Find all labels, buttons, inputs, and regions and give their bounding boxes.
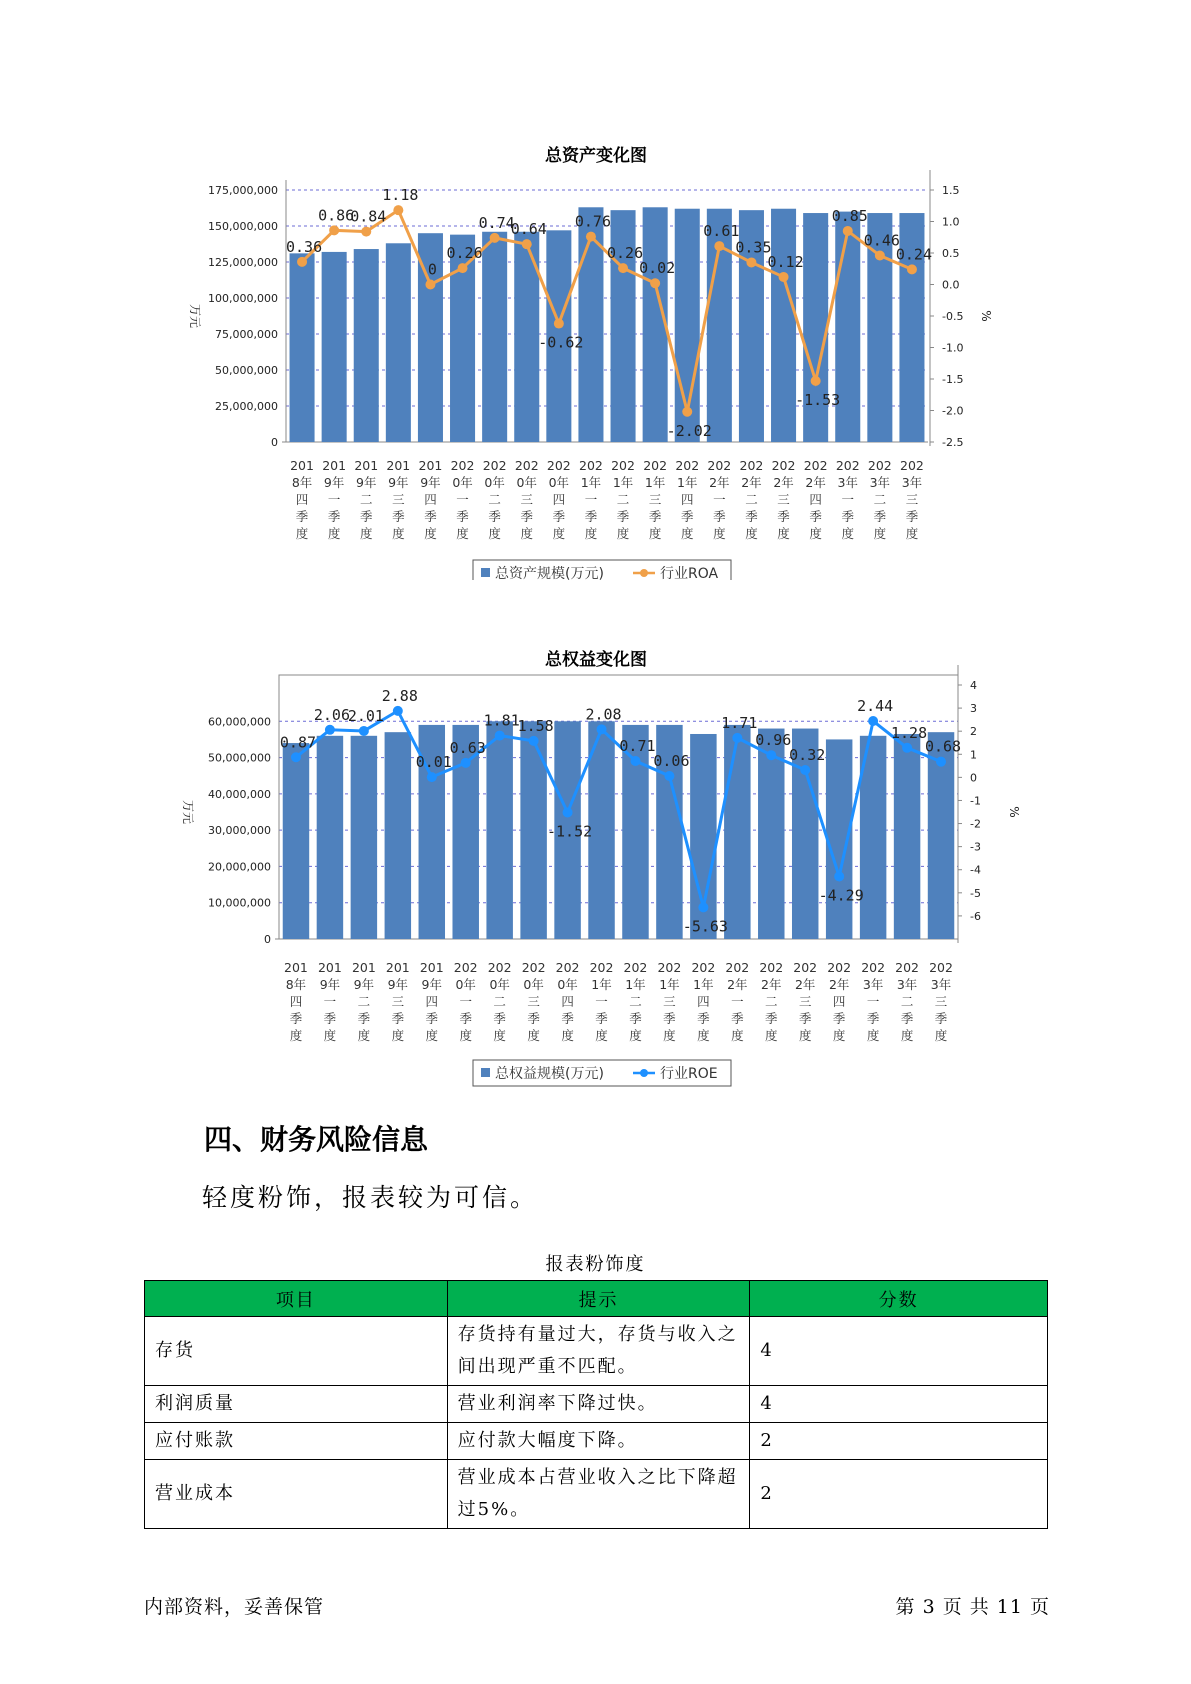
line-point <box>843 226 853 236</box>
legend-line-marker <box>640 1069 648 1077</box>
bar <box>482 232 507 442</box>
footer-note: 内部资料，妥善保管 <box>144 1596 325 1618</box>
y-axis-label: 万元 <box>181 799 195 825</box>
chart-title: 总权益变化图 <box>545 650 647 670</box>
y-tick-label: 60,000,000 <box>208 715 271 729</box>
y-tick-label: 50,000,000 <box>215 364 278 377</box>
line-point <box>325 725 335 735</box>
y-tick-label: 175,000,000 <box>208 184 278 197</box>
y2-tick-label: -1 <box>970 794 981 808</box>
legend-line-label: 行业ROA <box>660 566 719 580</box>
data-label: 0.71 <box>619 736 656 755</box>
data-label: 2.01 <box>347 706 384 725</box>
row-hint: 营业利润率下降过快。 <box>447 1386 750 1423</box>
row-hint: 应付款大幅度下降。 <box>447 1423 750 1460</box>
data-label: -1.53 <box>795 390 841 409</box>
data-label: 2.44 <box>857 697 894 716</box>
data-label: -4.29 <box>818 886 864 905</box>
line-point <box>522 239 532 249</box>
x-tick-label: 202 3年二季度 <box>867 458 892 541</box>
data-label: 1.58 <box>517 716 554 735</box>
y2-tick-label: 2 <box>970 725 977 739</box>
data-label: 0.01 <box>415 753 452 772</box>
y2-tick-label: -4 <box>970 863 981 877</box>
y2-tick-label: -1.5 <box>942 373 964 386</box>
y2-tick-label: 1.0 <box>942 215 960 229</box>
bar <box>724 725 750 939</box>
data-label: 0.74 <box>478 213 515 232</box>
chart-title: 总资产变化图 <box>545 146 647 166</box>
line-point <box>650 278 660 288</box>
line-point <box>427 772 437 782</box>
y2-tick-label: 0 <box>970 771 977 785</box>
line-point <box>779 272 789 282</box>
x-tick-label: 202 1年三季度 <box>657 960 682 1043</box>
row-score: 4 <box>750 1317 1048 1386</box>
legend-bar-swatch <box>481 1068 490 1077</box>
table-row <box>145 1460 1048 1529</box>
y-tick-label: 40,000,000 <box>208 787 271 801</box>
data-label: 2.88 <box>381 686 418 705</box>
data-label: 1.28 <box>891 723 928 742</box>
data-label: 0.96 <box>755 731 792 750</box>
line-point <box>902 743 912 753</box>
row-hint: 存货持有量过大，存货与收入之间出现严重不匹配。 <box>447 1317 750 1386</box>
bar <box>643 207 668 442</box>
y2-tick-label: -6 <box>970 909 981 923</box>
bar <box>290 253 315 442</box>
x-tick-label: 201 9年四季度 <box>419 960 444 1043</box>
line-point <box>393 706 403 716</box>
y-tick-label: 25,000,000 <box>215 400 278 413</box>
line-point <box>868 716 878 726</box>
data-label: 0.61 <box>703 222 740 241</box>
data-label: 0.63 <box>449 738 486 757</box>
bar <box>894 734 920 939</box>
table-row <box>145 1386 1048 1423</box>
data-label: -5.63 <box>682 917 728 936</box>
data-label: 1.71 <box>721 713 758 732</box>
bar <box>520 721 546 939</box>
data-label: 1.81 <box>483 711 520 730</box>
data-label: 0.26 <box>446 244 483 263</box>
x-tick-label: 202 1年一季度 <box>589 960 614 1043</box>
row-item: 营业成本 <box>145 1460 448 1529</box>
table-caption: 报表粉饰度 <box>545 1254 646 1275</box>
x-tick-label: 201 9年四季度 <box>418 458 443 541</box>
line-point <box>297 257 307 267</box>
x-tick-label: 202 2年二季度 <box>759 960 784 1043</box>
data-label: 0.87 <box>279 733 317 752</box>
y2-tick-label: 0.0 <box>942 278 960 292</box>
data-label: 0.64 <box>510 220 547 239</box>
x-tick-label: 202 0年一季度 <box>450 458 475 541</box>
line-point <box>461 758 471 768</box>
y-tick-label: 150,000,000 <box>208 220 278 233</box>
x-tick-label: 202 3年一季度 <box>835 458 860 541</box>
x-tick-label: 202 0年二季度 <box>487 960 512 1043</box>
y-tick-label: 0 <box>264 933 271 946</box>
window-dressing-table <box>144 1280 1048 1529</box>
x-tick-label: 201 9年一季度 <box>322 458 347 541</box>
data-label: 0.85 <box>831 206 868 225</box>
line-point <box>682 407 692 417</box>
y2-axis-label: % <box>1007 806 1021 818</box>
data-label: -2.02 <box>666 421 712 440</box>
row-score: 4 <box>750 1386 1048 1423</box>
bar <box>351 736 377 939</box>
line-point <box>586 232 596 242</box>
bar <box>322 252 347 442</box>
line-point <box>618 263 628 273</box>
x-tick-label: 201 9年二季度 <box>351 960 376 1043</box>
data-label: 0.12 <box>767 252 804 271</box>
legend-line-marker <box>640 569 648 577</box>
line-point <box>664 771 674 781</box>
x-tick-label: 202 2年一季度 <box>725 960 750 1043</box>
y2-tick-label: 1 <box>970 748 977 762</box>
x-tick-label: 202 3年一季度 <box>861 960 886 1043</box>
line-point <box>936 757 946 767</box>
row-hint: 营业成本占营业收入之比下降超过5%。 <box>447 1460 750 1529</box>
data-label: 0.86 <box>318 206 355 225</box>
data-label: 0.32 <box>789 745 826 764</box>
line-point <box>834 871 844 881</box>
y2-tick-label: -2 <box>970 817 981 831</box>
line-point <box>630 756 640 766</box>
table-row <box>145 1317 1048 1386</box>
data-label: 0.36 <box>285 237 323 256</box>
x-tick-label: 202 1年三季度 <box>643 458 668 541</box>
y2-tick-label: 3 <box>970 702 977 716</box>
chart-svg <box>0 640 1191 1090</box>
x-tick-label: 202 2年四季度 <box>803 458 828 541</box>
line-point <box>361 227 371 237</box>
line-point <box>563 807 573 817</box>
data-label: 0.02 <box>639 259 676 278</box>
y-tick-label: 0 <box>271 436 278 449</box>
x-tick-label: 202 2年三季度 <box>771 458 796 541</box>
y2-tick-label: -0.5 <box>942 310 964 323</box>
legend-bar-label: 总资产规模(万元) <box>495 566 604 580</box>
page-number: 第 3 页 共 11 页 <box>895 1596 1050 1618</box>
col-header-hint: 提示 <box>447 1281 750 1317</box>
line-point <box>393 205 403 215</box>
x-tick-label: 202 0年四季度 <box>546 458 571 541</box>
bar <box>486 721 512 939</box>
data-label: 0.06 <box>653 751 690 770</box>
y-axis-label: 万元 <box>188 303 202 329</box>
y2-tick-label: 1.5 <box>942 184 960 197</box>
bar <box>771 209 796 442</box>
line-point <box>291 752 301 762</box>
x-tick-label: 202 1年二季度 <box>623 960 648 1043</box>
bar <box>578 207 603 442</box>
y-tick-label: 30,000,000 <box>208 824 271 838</box>
bar <box>354 249 379 442</box>
x-tick-label: 202 2年三季度 <box>793 960 818 1043</box>
x-tick-label: 202 0年三季度 <box>514 458 539 541</box>
bar <box>317 736 343 939</box>
line-point <box>698 902 708 912</box>
data-label: 1.18 <box>382 186 419 205</box>
data-label: 0.35 <box>735 238 772 257</box>
y-tick-label: 100,000,000 <box>208 292 278 305</box>
line-point <box>425 280 435 290</box>
data-label: 2.06 <box>313 705 350 724</box>
x-tick-label: 201 9年三季度 <box>385 960 410 1043</box>
y2-tick-label: -1.0 <box>942 341 964 355</box>
bar <box>385 732 411 939</box>
x-tick-label: 202 3年三季度 <box>900 458 924 541</box>
data-label: 0.68 <box>924 737 962 756</box>
x-tick-label: 202 2年二季度 <box>739 458 764 541</box>
table-header-row <box>145 1281 1048 1317</box>
line-point <box>554 319 564 329</box>
data-label: 0.26 <box>606 244 644 263</box>
data-label: 2.08 <box>585 705 622 724</box>
legend-line-label: 行业ROE <box>660 1066 718 1082</box>
table-row <box>145 1423 1048 1460</box>
bar <box>283 743 309 939</box>
x-tick-label: 202 0年二季度 <box>482 458 507 541</box>
x-tick-label: 202 2年四季度 <box>827 960 852 1043</box>
data-label: -0.62 <box>538 333 584 352</box>
data-label: 0.84 <box>350 207 387 226</box>
x-tick-label: 201 9年二季度 <box>354 458 379 541</box>
line-point <box>359 726 369 736</box>
section-title: 四、财务风险信息 <box>204 1123 429 1156</box>
line-point <box>597 724 607 734</box>
line-point <box>766 750 776 760</box>
y-tick-label: 125,000,000 <box>208 256 278 269</box>
data-label: 0.24 <box>895 245 933 264</box>
line-point <box>732 733 742 743</box>
row-item: 存货 <box>145 1317 448 1386</box>
total-equity-chart <box>0 640 1191 1090</box>
line-point <box>714 241 724 251</box>
x-tick-label: 201 8年四季度 <box>284 960 308 1043</box>
x-tick-label: 201 8年四季度 <box>290 458 314 541</box>
line-point <box>907 264 917 274</box>
data-label: 0.76 <box>574 212 612 231</box>
col-header-item: 项目 <box>145 1281 448 1317</box>
x-tick-label: 202 3年三季度 <box>929 960 953 1043</box>
legend <box>473 560 731 580</box>
line-point <box>875 251 885 261</box>
y2-tick-label: 4 <box>970 679 977 692</box>
line-point <box>811 376 821 386</box>
total-assets-chart <box>0 140 1191 580</box>
data-label: 0.46 <box>863 231 900 250</box>
chart-svg <box>0 140 1191 580</box>
y-tick-label: 75,000,000 <box>215 328 278 341</box>
x-tick-label: 202 3年二季度 <box>895 960 920 1043</box>
y2-tick-label: -3 <box>970 840 981 854</box>
y-tick-label: 20,000,000 <box>208 860 271 874</box>
row-item: 应付账款 <box>145 1423 448 1460</box>
line-point <box>746 257 756 267</box>
section-lead: 轻度粉饰，报表较为可信。 <box>202 1183 539 1212</box>
x-tick-label: 202 0年四季度 <box>555 960 580 1043</box>
col-header-score: 分数 <box>750 1281 1048 1317</box>
legend-bar-swatch <box>481 568 490 577</box>
x-tick-label: 202 1年四季度 <box>691 960 716 1043</box>
legend <box>473 1060 731 1086</box>
line-point <box>495 731 505 741</box>
x-tick-label: 202 2年一季度 <box>707 458 732 541</box>
y-tick-label: 50,000,000 <box>208 751 271 765</box>
y2-tick-label: -2.0 <box>942 404 964 418</box>
row-score: 2 <box>750 1423 1048 1460</box>
x-tick-label: 202 1年二季度 <box>611 458 635 541</box>
y2-tick-label: 0.5 <box>942 247 960 260</box>
data-label: 0 <box>427 260 437 279</box>
y2-tick-label: -5 <box>970 886 981 900</box>
line-point <box>490 233 500 243</box>
line-point <box>458 263 468 273</box>
data-label: -1.52 <box>546 822 593 841</box>
line-point <box>329 225 339 235</box>
line-point <box>529 736 539 746</box>
x-tick-label: 202 1年一季度 <box>579 458 603 541</box>
legend-bar-label: 总权益规模(万元) <box>495 1066 604 1082</box>
row-item: 利润质量 <box>145 1386 448 1423</box>
x-tick-label: 201 9年一季度 <box>317 960 342 1043</box>
x-tick-label: 202 1年四季度 <box>675 458 700 541</box>
line-point <box>800 765 810 775</box>
bar <box>386 243 411 442</box>
x-tick-label: 202 0年三季度 <box>521 960 546 1043</box>
y-tick-label: 10,000,000 <box>208 896 271 910</box>
x-tick-label: 201 9年三季度 <box>386 458 411 541</box>
y2-tick-label: -2.5 <box>942 436 964 449</box>
y2-axis-label: % <box>979 310 993 322</box>
row-score: 2 <box>750 1460 1048 1529</box>
x-tick-label: 202 0年一季度 <box>453 960 478 1043</box>
